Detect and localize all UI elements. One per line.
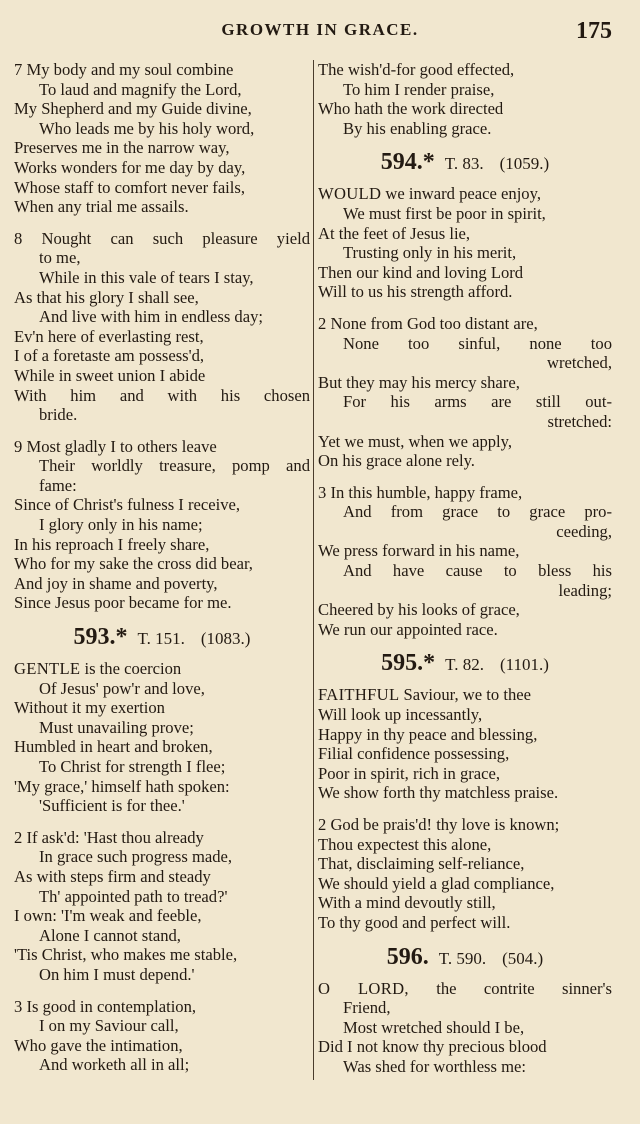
verse-text: And live with him in endless day; bbox=[39, 307, 263, 327]
verse-text: 'Sufficient is for thee.' bbox=[39, 796, 185, 816]
verse-line bbox=[14, 777, 310, 797]
verse-line bbox=[14, 945, 310, 965]
verse-line bbox=[318, 263, 612, 283]
verse-line bbox=[318, 80, 612, 100]
verse-text: we inward peace enjoy, bbox=[381, 184, 541, 204]
verse-text: to me, bbox=[39, 248, 81, 268]
left-column bbox=[14, 60, 310, 1075]
verse-line bbox=[14, 867, 310, 887]
verse-text: 2 If ask'd: 'Hast thou already bbox=[14, 827, 204, 847]
verse-text: By his enabling grace. bbox=[343, 118, 492, 138]
verse-line bbox=[14, 1036, 310, 1056]
verse-line bbox=[318, 502, 612, 522]
verse-line bbox=[318, 764, 612, 784]
tune-reference: T. 151. bbox=[137, 629, 185, 649]
hymn-number: 594.* bbox=[380, 149, 435, 176]
verse-text: I on my Saviour call, bbox=[39, 1016, 179, 1036]
verse-line bbox=[318, 620, 612, 640]
verse-line bbox=[318, 314, 612, 334]
verse-line bbox=[318, 581, 612, 601]
verse-text: Their worldly treasure, pomp and bbox=[39, 456, 310, 476]
verse-text: To laud and magnify the Lord, bbox=[39, 79, 242, 99]
column-divider bbox=[313, 60, 314, 1080]
verse-text: With him and with his chosen bbox=[14, 385, 310, 405]
verse-line bbox=[318, 600, 612, 620]
verse-text: stretched: bbox=[547, 411, 612, 431]
verse-line bbox=[318, 1018, 612, 1038]
hymn-number: 593.* bbox=[73, 624, 128, 651]
verse-line bbox=[14, 698, 310, 718]
verse-line bbox=[14, 718, 310, 738]
verse-text: We show forth thy matchless praise. bbox=[318, 783, 559, 803]
verse-line bbox=[318, 432, 612, 452]
verse-text: 'My grace,' himself hath spoken: bbox=[14, 776, 230, 796]
verse-line bbox=[318, 913, 612, 933]
verse-text: As with steps firm and steady bbox=[14, 866, 211, 886]
page-header bbox=[0, 18, 640, 48]
verse-text: And joy in shame and poverty, bbox=[14, 573, 218, 593]
verse-line bbox=[14, 515, 310, 535]
verse-text: Filial confidence possessing, bbox=[318, 744, 510, 764]
verse-line bbox=[318, 783, 612, 803]
verse-text: bride. bbox=[39, 405, 78, 425]
verse-text: The wish'd-for good effected, bbox=[318, 60, 515, 79]
verse-text: Most wretched should I be, bbox=[343, 1017, 525, 1037]
verse-text: Who for my sake the cross did bear, bbox=[14, 554, 253, 574]
verse-line bbox=[318, 119, 612, 139]
verse-text: I of a foretaste am possess'd, bbox=[14, 346, 205, 366]
verse-text: Since Jesus poor became for me. bbox=[14, 593, 232, 613]
verse-line bbox=[14, 574, 310, 594]
verse-text: Alone I cannot stand, bbox=[39, 925, 181, 945]
verse-text: When any trial me assails. bbox=[14, 197, 189, 217]
tune-reference: T. 82. bbox=[445, 655, 484, 675]
verse-text: Humbled in heart and broken, bbox=[14, 737, 213, 757]
verse-line bbox=[318, 725, 612, 745]
verse-line bbox=[318, 815, 612, 835]
verse-line bbox=[14, 535, 310, 555]
verse-line bbox=[318, 224, 612, 244]
verse-text: Then our kind and loving Lord bbox=[318, 262, 524, 282]
verse-text: Must unavailing prove; bbox=[39, 717, 194, 737]
opening-word: O LORD, bbox=[318, 978, 409, 998]
verse-line bbox=[14, 346, 310, 366]
verse-text: That, disclaiming self-reliance, bbox=[318, 854, 525, 874]
verse-text: Since of Christ's fulness I receive, bbox=[14, 495, 241, 515]
verse-line bbox=[14, 138, 310, 158]
running-title: GROWTH IN GRACE. bbox=[221, 20, 419, 39]
opening-word: WOULD bbox=[318, 184, 382, 204]
opening-word: GENTLE bbox=[14, 659, 81, 679]
verse-line bbox=[14, 926, 310, 946]
verse-text: the contrite sinner's bbox=[408, 978, 612, 998]
verse-line bbox=[14, 307, 310, 327]
right-column bbox=[318, 60, 612, 1077]
hymn-heading bbox=[14, 619, 310, 655]
verse-line bbox=[318, 835, 612, 855]
verse-line bbox=[318, 243, 612, 263]
verse-text: We must first be poor in spirit, bbox=[343, 203, 546, 223]
hymn-cross-reference: (1101.) bbox=[499, 655, 549, 675]
verse-text: Did I not know thy precious blood bbox=[318, 1037, 547, 1057]
verse-line bbox=[318, 412, 612, 432]
verse-text: In grace such progress made, bbox=[39, 847, 233, 867]
verse-line bbox=[14, 476, 310, 496]
stanza-gap bbox=[318, 803, 612, 815]
verse-line bbox=[318, 874, 612, 894]
verse-line bbox=[14, 386, 310, 406]
verse-line bbox=[318, 541, 612, 561]
verse-text: 3 Is good in contemplation, bbox=[14, 996, 197, 1016]
hymn-number: 596. bbox=[386, 943, 429, 970]
verse-line bbox=[14, 268, 310, 288]
verse-text: While in sweet union I abide bbox=[14, 365, 206, 385]
verse-line bbox=[318, 353, 612, 373]
verse-line bbox=[318, 685, 612, 705]
verse-text: Will look up incessantly, bbox=[318, 705, 483, 725]
hymn-heading bbox=[318, 939, 612, 975]
verse-line bbox=[14, 197, 310, 217]
verse-text: 9 Most gladly I to others leave bbox=[14, 436, 217, 456]
verse-text: Saviour, we to thee bbox=[399, 685, 531, 705]
verse-text: At the feet of Jesus lie, bbox=[318, 223, 471, 243]
verse-line bbox=[14, 60, 310, 80]
verse-text: Friend, bbox=[343, 998, 391, 1018]
verse-line bbox=[14, 554, 310, 574]
verse-line bbox=[318, 998, 612, 1018]
verse-text: wretched, bbox=[547, 353, 612, 373]
verse-line bbox=[14, 659, 310, 679]
verse-text: And have cause to bless his bbox=[343, 561, 612, 581]
verse-text: Works wonders for me day by day, bbox=[14, 157, 246, 177]
verse-text: We run our appointed race. bbox=[318, 619, 498, 639]
verse-text: Who leads me by his holy word, bbox=[39, 118, 255, 138]
verse-text: leading; bbox=[558, 580, 612, 600]
verse-line bbox=[318, 99, 612, 119]
verse-text: On him I must depend.' bbox=[39, 964, 195, 984]
verse-text: 2 God be prais'd! thy love is known; bbox=[318, 815, 560, 834]
verse-line bbox=[318, 451, 612, 471]
verse-line bbox=[14, 456, 310, 476]
tune-reference: T. 590. bbox=[438, 948, 487, 968]
verse-text: 2 None from God too distant are, bbox=[318, 313, 538, 333]
hymn-heading bbox=[318, 144, 612, 180]
verse-line bbox=[14, 158, 310, 178]
verse-line bbox=[14, 495, 310, 515]
tune-reference: T. 83. bbox=[444, 154, 484, 174]
verse-text: I own: 'I'm weak and feeble, bbox=[14, 906, 202, 926]
verse-line bbox=[318, 204, 612, 224]
verse-text: I glory only in his name; bbox=[39, 515, 203, 535]
verse-text: For his arms are still out- bbox=[343, 392, 612, 412]
verse-line bbox=[318, 392, 612, 412]
verse-line bbox=[14, 796, 310, 816]
verse-text: 3 In this humble, happy frame, bbox=[318, 482, 523, 502]
verse-text: But they may his mercy share, bbox=[318, 372, 520, 392]
verse-text: Was shed for worthless me: bbox=[343, 1056, 527, 1076]
verse-text: Of Jesus' pow'r and love, bbox=[39, 678, 205, 698]
verse-text: We press forward in his name, bbox=[318, 541, 520, 561]
stanza-gap bbox=[14, 816, 310, 828]
verse-text: As that his glory I shall see, bbox=[14, 287, 199, 307]
verse-line bbox=[14, 178, 310, 198]
verse-line bbox=[14, 99, 310, 119]
verse-text: 'Tis Christ, who makes me stable, bbox=[14, 945, 238, 965]
verse-line bbox=[318, 282, 612, 302]
verse-text: Thou expectest this alone, bbox=[318, 834, 492, 854]
verse-text: is the coercion bbox=[80, 659, 182, 679]
verse-line bbox=[14, 847, 310, 867]
verse-line bbox=[14, 366, 310, 386]
verse-line bbox=[14, 248, 310, 268]
verse-line bbox=[318, 1057, 612, 1077]
verse-line bbox=[318, 561, 612, 581]
verse-line bbox=[318, 705, 612, 725]
stanza-gap bbox=[14, 217, 310, 229]
verse-text: To thy good and perfect will. bbox=[318, 912, 511, 932]
verse-line bbox=[318, 373, 612, 393]
stanza-gap bbox=[14, 985, 310, 997]
verse-text: While in this vale of tears I stay, bbox=[39, 267, 254, 287]
stanza-gap bbox=[14, 425, 310, 437]
verse-line bbox=[14, 327, 310, 347]
verse-line bbox=[14, 965, 310, 985]
verse-text: Trusting only in his merit, bbox=[343, 243, 517, 263]
verse-text: Yet we must, when we apply, bbox=[318, 431, 513, 451]
verse-line bbox=[14, 737, 310, 757]
hymn-cross-reference: (1083.) bbox=[200, 629, 251, 649]
verse-line bbox=[14, 229, 310, 249]
verse-text: Happy in thy peace and blessing, bbox=[318, 724, 538, 744]
verse-text: ceeding, bbox=[556, 521, 612, 541]
verse-line bbox=[14, 1016, 310, 1036]
verse-line bbox=[14, 997, 310, 1017]
page-number: 175 bbox=[576, 18, 612, 44]
verse-line bbox=[14, 828, 310, 848]
hymn-number: 595.* bbox=[381, 650, 436, 677]
verse-line bbox=[14, 593, 310, 613]
verse-text: Who hath the work directed bbox=[318, 99, 504, 119]
hymn-cross-reference: (504.) bbox=[502, 948, 544, 968]
verse-line bbox=[14, 80, 310, 100]
verse-text: On his grace alone rely. bbox=[318, 451, 475, 471]
verse-line bbox=[318, 483, 612, 503]
verse-text: Th' appointed path to tread?' bbox=[39, 886, 228, 906]
verse-text: We should yield a glad compliance, bbox=[318, 873, 555, 893]
verse-text: My Shepherd and my Guide divine, bbox=[14, 99, 252, 119]
verse-text: To him I render praise, bbox=[343, 79, 495, 99]
verse-line bbox=[318, 854, 612, 874]
verse-line bbox=[14, 437, 310, 457]
verse-text: 8 Nought can such pleasure yield bbox=[14, 228, 310, 248]
verse-line bbox=[318, 893, 612, 913]
stanza-gap bbox=[318, 471, 612, 483]
verse-text: Will to us his strength afford. bbox=[318, 282, 513, 302]
verse-line bbox=[318, 60, 612, 80]
verse-text: To Christ for strength I flee; bbox=[39, 757, 226, 776]
verse-text: Whose staff to comfort never fails, bbox=[14, 177, 246, 197]
verse-line bbox=[14, 1055, 310, 1075]
verse-line bbox=[318, 979, 612, 999]
verse-line bbox=[14, 405, 310, 425]
verse-text: With a mind devoutly still, bbox=[318, 893, 496, 913]
verse-text: Ev'n here of everlasting rest, bbox=[14, 326, 204, 346]
verse-line bbox=[14, 679, 310, 699]
verse-text: Without it my exertion bbox=[14, 698, 165, 718]
verse-line bbox=[14, 887, 310, 907]
verse-text: 7 My body and my soul combine bbox=[14, 60, 234, 79]
verse-text: fame: bbox=[39, 475, 77, 495]
hymn-heading bbox=[318, 645, 612, 681]
verse-text: Preserves me in the narrow way, bbox=[14, 138, 230, 158]
verse-line bbox=[318, 184, 612, 204]
stanza-gap bbox=[318, 302, 612, 314]
verse-text: Poor in spirit, rich in grace, bbox=[318, 763, 501, 783]
verse-line bbox=[14, 119, 310, 139]
verse-line bbox=[14, 757, 310, 777]
verse-line bbox=[318, 744, 612, 764]
verse-text: Cheered by his looks of grace, bbox=[318, 600, 520, 620]
verse-line bbox=[318, 1037, 612, 1057]
verse-text: And from grace to grace pro- bbox=[343, 502, 612, 522]
verse-text: And worketh all in all; bbox=[39, 1055, 190, 1075]
verse-text: In his reproach I freely share, bbox=[14, 534, 210, 554]
verse-line bbox=[318, 522, 612, 542]
verse-text: Who gave the intimation, bbox=[14, 1035, 183, 1055]
verse-line bbox=[14, 906, 310, 926]
hymn-cross-reference: (1059.) bbox=[499, 154, 550, 174]
verse-line bbox=[318, 334, 612, 354]
verse-text: None too sinful, none too bbox=[343, 333, 612, 353]
opening-word: FAITHFUL bbox=[318, 685, 400, 705]
verse-line bbox=[14, 288, 310, 308]
